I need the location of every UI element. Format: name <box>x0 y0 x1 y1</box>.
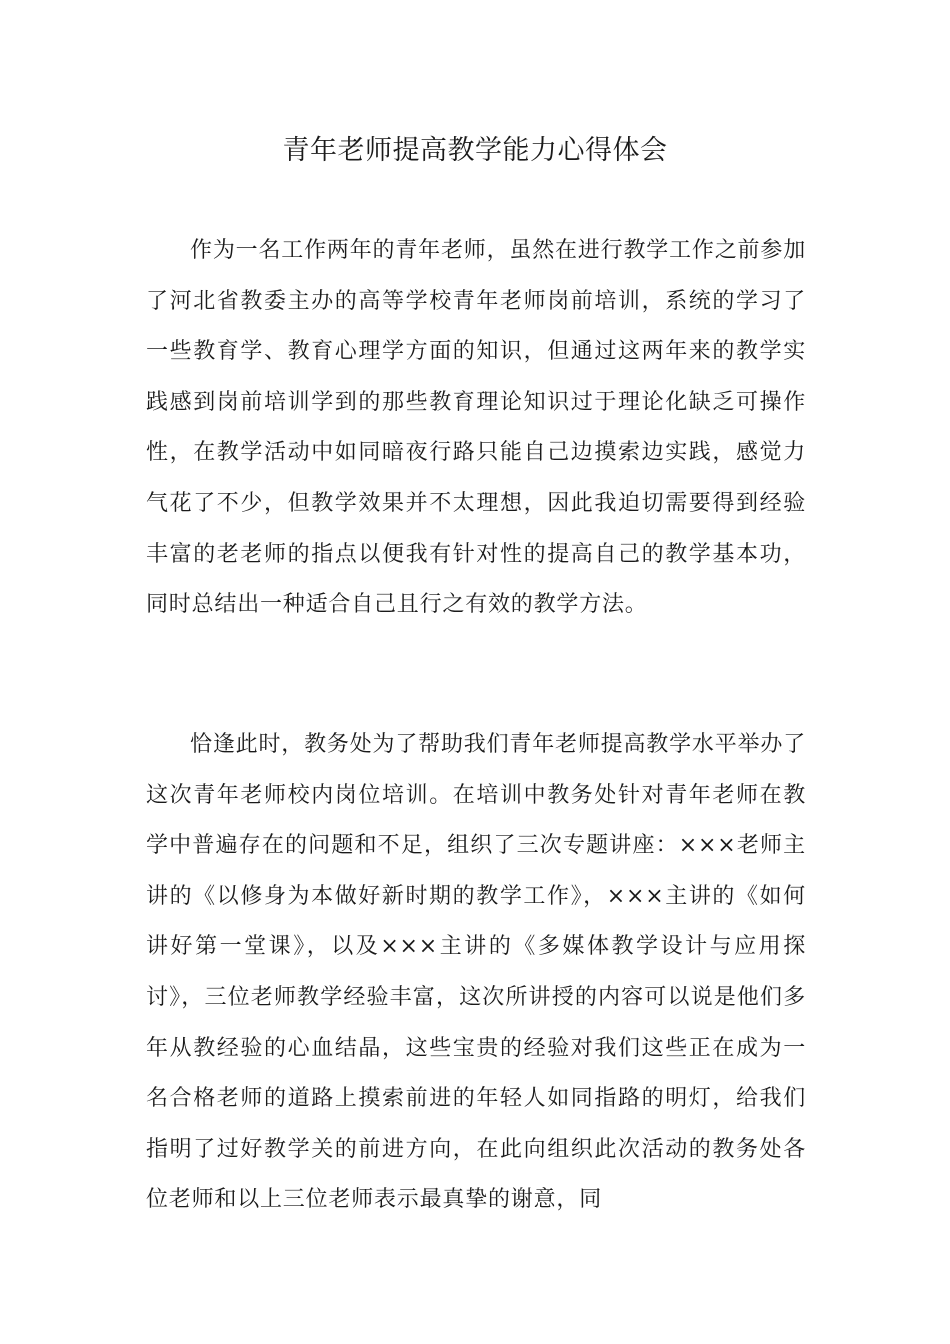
document-title: 青年老师提高教学能力心得体会 <box>282 135 668 166</box>
paragraph-2: 恰逢此时，教务处为了帮助我们青年老师提高教学水平举办了这次青年老师校内岗位培训。在培训中教务处针对青年老师在教学中普遍存在的问题和不足，组织了三次专题讲座：×××老师主讲的《以修身为本做好新时期的教学工作》，×××主讲的《如何讲好第一堂课》，以及×××主讲的《多媒体教学设计与应用探讨》，三位老师教学经验丰富，这次所讲授的内容可以说是他们多年从教经验的心血结晶，这些宝贵的经验对我们这些正在成为一名合格老师的道路上摸索前进的年轻人如同指路的明灯，给我们指明了过好教学关的前进方向，在此向组织此次活动的教务处各位老师和以上三位老师表示最真挚的谢意，同 <box>146 732 806 1213</box>
paragraph-1: 作为一名工作两年的青年老师，虽然在进行教学工作之前参加了河北省教委主办的高等学校青年老师岗前培训，系统的学习了一些教育学、教育心理学方面的知识，但通过这两年来的教学实践感到岗前培训学到的那些教育理论知识过于理论化缺乏可操作性，在教学活动中如同暗夜行路只能自己边摸索边实践，感觉力气花了不少，但教学效果并不太理想，因此我迫切需要得到经验丰富的老老师的指点以便我有针对性的提高自己的教学基本功，同时总结出一种适合自己且行之有效的教学方法。 <box>146 238 806 618</box>
